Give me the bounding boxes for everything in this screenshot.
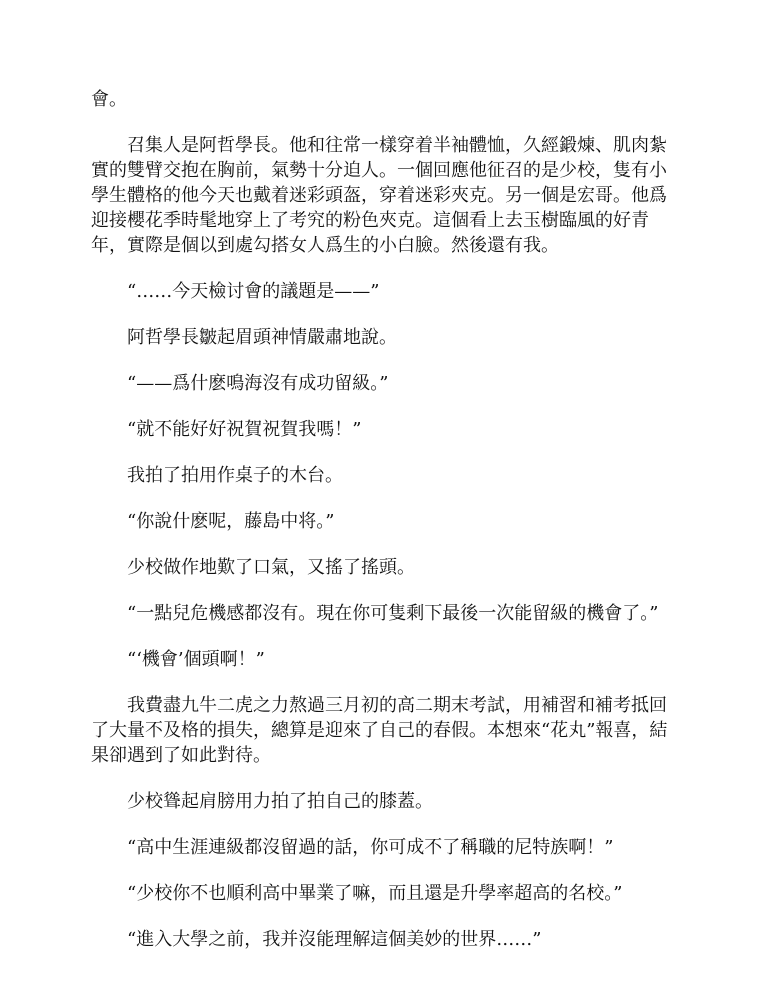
paragraph: 少校做作地歎了口氣，又搖了搖頭。: [127, 557, 415, 578]
paragraph: “‘機會’個頭啊！”: [127, 649, 265, 670]
document-body: [91, 87, 676, 973]
paragraph: “高中生涯連級都沒留過的話，你可成不了稱職的尼特族啊！”: [127, 837, 614, 858]
paragraph: “一點兒危機感都沒有。現在你可隻剩下最後一次能留級的機會了。”: [127, 603, 659, 624]
paragraph: “你說什麽呢，藤島中将。”: [127, 511, 335, 532]
paragraph: “少校你不也順利高中畢業了嘛，而且還是升學率超高的名校。”: [127, 883, 623, 904]
paragraph: “進入大學之前，我并沒能理解這個美妙的世界……”: [127, 929, 542, 950]
paragraph: 我拍了拍用作桌子的木台。: [127, 465, 343, 486]
paragraph: “……今天檢讨會的議題是——”: [127, 281, 380, 302]
paragraph: “——爲什麽鳴海沒有成功留級。”: [127, 373, 389, 394]
paragraph-continuation: 會。: [91, 89, 127, 110]
paragraph: “就不能好好祝賀祝賀我嗎！”: [127, 419, 362, 440]
paragraph: 阿哲學長皺起眉頭神情嚴肅地說。: [127, 327, 397, 348]
paragraph: 我費盡九牛二虎之力熬過三月初的高二期末考試，用補習和補考抵回了大量不及格的損失，總算是迎來了自己的春假。本想來“花丸”報喜，結果卻遇到了如此對待。: [91, 695, 668, 766]
paragraph: 少校聳起肩膀用力拍了拍自己的膝蓋。: [127, 791, 433, 812]
paragraph: 召集人是阿哲學長。他和往常一樣穿着半袖體恤，久經鍛煉、肌肉紮實的雙臂交抱在胸前，氣勢十分迫人。一個回應他征召的是少校，隻有小學生體格的他今天也戴着迷彩頭盔，穿着迷彩夾克。另一個是宏哥。他爲迎接櫻花季時髦地穿上了考究的粉色夾克。這個看上去玉樹臨風的好青年，實際是個以到處勾搭女人爲生的小白臉。然後還有我。: [91, 135, 667, 256]
